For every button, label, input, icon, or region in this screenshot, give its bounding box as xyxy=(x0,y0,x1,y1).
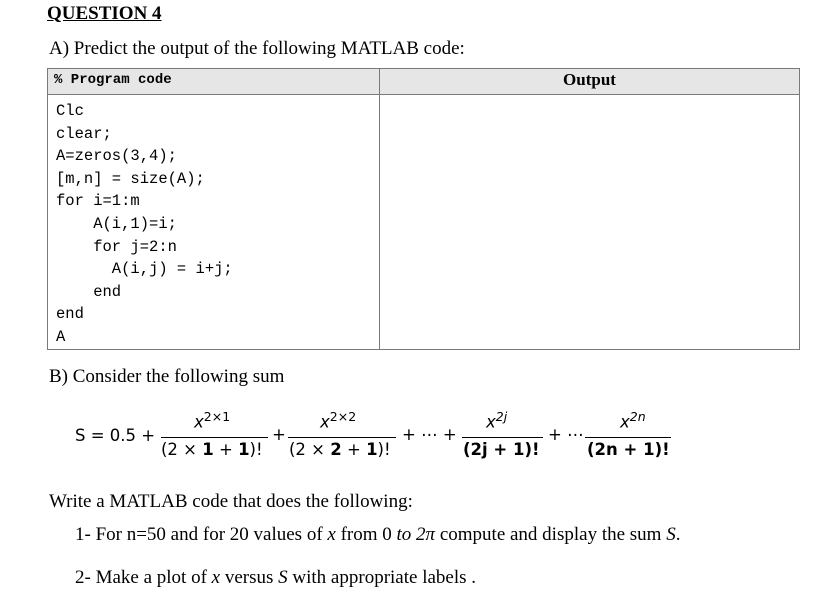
code-line: end xyxy=(56,305,84,324)
output-cell xyxy=(380,95,800,350)
task-item-1: 1- For n=50 and for 20 values of x from 0 to 2π compute and display the sum S. xyxy=(75,524,681,545)
term4-denominator: (2n + 1)! xyxy=(587,440,670,459)
code-line: A(i,j) = i+j; xyxy=(56,260,233,279)
code-line: A(i,1)=i; xyxy=(56,214,177,233)
code-line: A=zeros(3,4); xyxy=(56,147,177,166)
code-cell xyxy=(48,95,380,350)
instruction-text: Write a MATLAB code that does the following: xyxy=(49,491,413,512)
part-a-prompt: A) Predict the output of the following MATLAB code: xyxy=(49,38,465,59)
code-line: end xyxy=(56,282,122,301)
code-line: [m,n] = size(A); xyxy=(56,169,205,188)
code-line: A xyxy=(56,327,66,346)
code-line: for i=1:m xyxy=(56,192,140,211)
output-header: Output xyxy=(380,69,800,95)
table-body-row xyxy=(48,95,800,350)
term4-numerator: $x^{2n}$ xyxy=(620,409,646,432)
ellipsis-operator-end: + ⋯ xyxy=(548,425,584,444)
term1-fraction-bar xyxy=(161,437,268,438)
question-title: QUESTION 4 xyxy=(47,3,162,24)
term1-numerator: $x^{2\times 1}$ xyxy=(194,409,231,432)
table-header-row xyxy=(48,69,800,95)
term3-fraction-bar xyxy=(462,437,543,438)
code-line: for j=2:n xyxy=(56,237,177,256)
code-table xyxy=(47,68,800,350)
part-b-prompt: B) Consider the following sum xyxy=(49,366,285,387)
code-line: clear; xyxy=(56,124,112,143)
ellipsis-operator: + ⋯ + xyxy=(402,425,457,444)
code-line: Clc xyxy=(56,102,84,120)
term2-numerator: $x^{2\times 2}$ xyxy=(320,409,357,432)
term1-denominator: (2 × 1 + 1)! xyxy=(161,440,263,459)
term2-fraction-bar xyxy=(288,437,396,438)
task-item-2: 2- Make a plot of x versus S with appropriate labels . xyxy=(75,567,477,588)
term3-denominator: (2j + 1)! xyxy=(463,440,540,459)
term4-fraction-bar xyxy=(585,437,671,438)
formula-lhs: S = 0.5 + xyxy=(75,426,156,445)
term3-numerator: $x^{2j}$ xyxy=(486,409,508,432)
code-header: % Program code xyxy=(48,69,380,95)
term2-denominator: (2 × 2 + 1)! xyxy=(289,440,391,459)
plus-operator: + xyxy=(272,425,286,444)
